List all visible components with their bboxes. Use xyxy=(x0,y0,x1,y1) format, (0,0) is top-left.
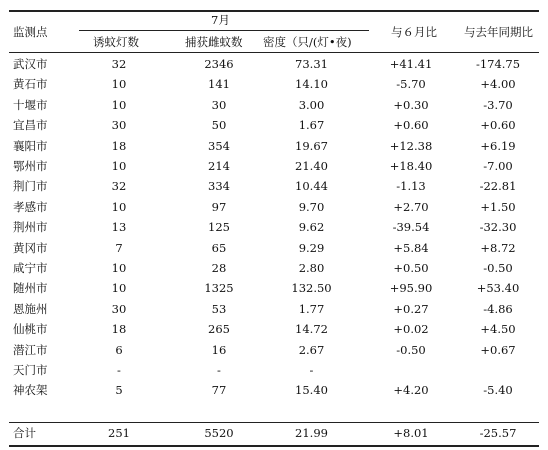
table-row xyxy=(9,320,539,339)
cell-vs-last-year: +1.50 xyxy=(480,199,516,214)
total-row xyxy=(9,424,539,443)
cell-vs-june: +95.90 xyxy=(389,281,433,296)
cell-caught: 265 xyxy=(208,322,230,337)
cell-vs-june: -5.70 xyxy=(396,77,426,92)
cell-caught: 50 xyxy=(211,118,227,133)
cell-vs-june: +18.40 xyxy=(389,159,433,173)
cell-vs-june: +0.02 xyxy=(393,322,429,337)
cell-density: 1.67 xyxy=(298,118,325,133)
cell-caught: 65 xyxy=(211,240,227,255)
cell-density: 19.67 xyxy=(295,138,328,153)
cell-vs-last-year: -0.50 xyxy=(483,261,513,275)
month-underline xyxy=(79,30,369,31)
table-row xyxy=(9,55,539,74)
cell-vs-june: +41.41 xyxy=(389,57,433,71)
cell-density: 1.77 xyxy=(298,301,325,316)
cell-station: 宜昌市 xyxy=(13,118,48,133)
cell-station: 神农架 xyxy=(13,383,48,398)
cell-caught: 214 xyxy=(208,159,230,173)
cell-density: - xyxy=(309,363,314,377)
cell-caught: 77 xyxy=(211,383,227,398)
cell-vs-june: -1.13 xyxy=(396,179,426,194)
table-row xyxy=(9,341,539,360)
cell-density: 2.67 xyxy=(298,342,325,357)
cell-density: 9.62 xyxy=(298,220,325,235)
total-caught: 5520 xyxy=(204,426,234,440)
cell-vs-june: +0.50 xyxy=(393,261,429,275)
cell-lamps: 32 xyxy=(111,179,127,194)
header-caught: 捕获雌蚊数 xyxy=(185,35,243,49)
header-vs-june: 与６月比 xyxy=(391,25,437,39)
cell-vs-last-year: +53.40 xyxy=(476,281,520,296)
cell-station: 咸宁市 xyxy=(13,261,48,275)
cell-caught: - xyxy=(217,363,221,377)
cell-vs-june: +5.84 xyxy=(393,240,429,255)
cell-vs-june: -0.50 xyxy=(396,342,426,357)
cell-lamps: 32 xyxy=(111,57,127,71)
cell-vs-last-year: -7.00 xyxy=(483,159,513,173)
cell-vs-last-year: -174.75 xyxy=(475,57,521,71)
cell-lamps: 10 xyxy=(111,199,127,214)
cell-lamps: 5 xyxy=(115,383,123,398)
total-label: 合计 xyxy=(13,426,36,440)
cell-caught: 125 xyxy=(208,220,230,235)
cell-vs-last-year: +8.72 xyxy=(480,240,516,255)
cell-vs-june: -39.54 xyxy=(392,220,430,235)
cell-station: 鄂州市 xyxy=(13,159,48,173)
cell-lamps: 13 xyxy=(111,220,127,235)
cell-lamps: 18 xyxy=(111,322,127,337)
table-row xyxy=(9,137,539,156)
table-row xyxy=(9,259,539,278)
cell-vs-last-year: -22.81 xyxy=(479,179,517,194)
cell-caught: 53 xyxy=(211,301,227,316)
cell-density: 2.80 xyxy=(298,261,325,275)
cell-lamps: 18 xyxy=(111,138,127,153)
header-rule xyxy=(9,52,539,53)
cell-caught: 1325 xyxy=(204,281,234,296)
cell-lamps: 7 xyxy=(115,240,123,255)
table-row xyxy=(9,381,539,400)
cell-density: 73.31 xyxy=(295,57,328,71)
cell-vs-last-year: +6.19 xyxy=(480,138,516,153)
table-row xyxy=(9,177,539,196)
cell-station: 十堰市 xyxy=(13,97,48,112)
header-station: 监测点 xyxy=(13,25,48,39)
cell-lamps: 10 xyxy=(111,261,127,275)
table-row xyxy=(9,361,539,380)
cell-station: 荆门市 xyxy=(13,179,48,194)
cell-density: 14.72 xyxy=(295,322,328,337)
cell-density: 15.40 xyxy=(295,383,328,398)
cell-vs-june: +0.60 xyxy=(393,118,429,133)
cell-caught: 354 xyxy=(208,138,230,153)
cell-lamps: 10 xyxy=(111,97,127,112)
cell-station: 天门市 xyxy=(13,363,48,377)
cell-density: 21.40 xyxy=(295,159,328,173)
table-row xyxy=(9,157,539,176)
cell-vs-june xyxy=(371,361,451,380)
total-lamps: 251 xyxy=(108,426,130,440)
table-row xyxy=(9,96,539,115)
cell-lamps: 10 xyxy=(111,281,127,296)
cell-lamps: 6 xyxy=(115,342,123,357)
table-row xyxy=(9,300,539,319)
cell-caught: 30 xyxy=(211,97,227,112)
cell-station: 潜江市 xyxy=(13,342,48,357)
header-lamps: 诱蚊灯数 xyxy=(93,35,139,49)
total-vs-june: +8.01 xyxy=(393,426,429,440)
cell-lamps: 10 xyxy=(111,159,127,173)
cell-vs-last-year: +4.00 xyxy=(480,77,516,92)
cell-station: 荆州市 xyxy=(13,220,48,235)
cell-caught: 2346 xyxy=(204,57,234,71)
cell-density: 14.10 xyxy=(295,77,328,92)
cell-vs-june: +0.30 xyxy=(393,97,429,112)
cell-density: 132.50 xyxy=(291,281,332,296)
total-rule xyxy=(9,422,539,423)
total-density: 21.99 xyxy=(295,426,328,440)
cell-vs-last-year xyxy=(457,361,539,380)
cell-vs-june: +0.27 xyxy=(393,301,429,316)
cell-lamps: 30 xyxy=(111,301,127,316)
cell-vs-june: +4.20 xyxy=(393,383,429,398)
table-row xyxy=(9,198,539,217)
cell-station: 襄阳市 xyxy=(13,138,48,153)
cell-station: 武汉市 xyxy=(13,57,48,71)
table-row xyxy=(9,239,539,258)
cell-station: 黄冈市 xyxy=(13,240,48,255)
cell-vs-last-year: -32.30 xyxy=(479,220,517,235)
cell-caught: 28 xyxy=(211,261,227,275)
cell-vs-last-year: +0.60 xyxy=(480,118,516,133)
table-row xyxy=(9,218,539,237)
cell-density: 3.00 xyxy=(298,97,325,112)
top-rule xyxy=(9,10,539,12)
cell-lamps: 30 xyxy=(111,118,127,133)
cell-station: 黄石市 xyxy=(13,77,48,92)
cell-vs-last-year: -4.86 xyxy=(483,301,513,316)
cell-vs-june: +12.38 xyxy=(389,138,433,153)
cell-density: 9.29 xyxy=(298,240,325,255)
cell-vs-june: +2.70 xyxy=(393,199,429,214)
cell-caught: 97 xyxy=(211,199,227,214)
table-row xyxy=(9,116,539,135)
header-month: 7月 xyxy=(211,13,230,27)
cell-lamps: 10 xyxy=(111,77,127,92)
cell-density: 10.44 xyxy=(295,179,328,194)
header-density: 密度（只/(灯•夜) xyxy=(263,35,352,49)
header-vs-last-year: 与去年同期比 xyxy=(464,25,533,39)
total-vs-last-year: -25.57 xyxy=(479,426,517,440)
cell-station: 孝感市 xyxy=(13,199,48,214)
cell-caught: 16 xyxy=(211,342,227,357)
cell-station: 随州市 xyxy=(13,281,48,296)
cell-vs-last-year: +4.50 xyxy=(480,322,516,337)
table-row xyxy=(9,279,539,298)
cell-station: 仙桃市 xyxy=(13,322,48,337)
cell-station: 恩施州 xyxy=(13,301,48,316)
cell-caught: 334 xyxy=(208,179,230,194)
cell-vs-last-year: -5.40 xyxy=(483,383,513,398)
cell-caught: 141 xyxy=(208,77,230,92)
bottom-rule xyxy=(9,445,539,447)
cell-density: 9.70 xyxy=(298,199,325,214)
cell-vs-last-year: +0.67 xyxy=(480,342,516,357)
table-row xyxy=(9,75,539,94)
cell-lamps: - xyxy=(117,363,121,377)
cell-vs-last-year: -3.70 xyxy=(483,97,513,112)
